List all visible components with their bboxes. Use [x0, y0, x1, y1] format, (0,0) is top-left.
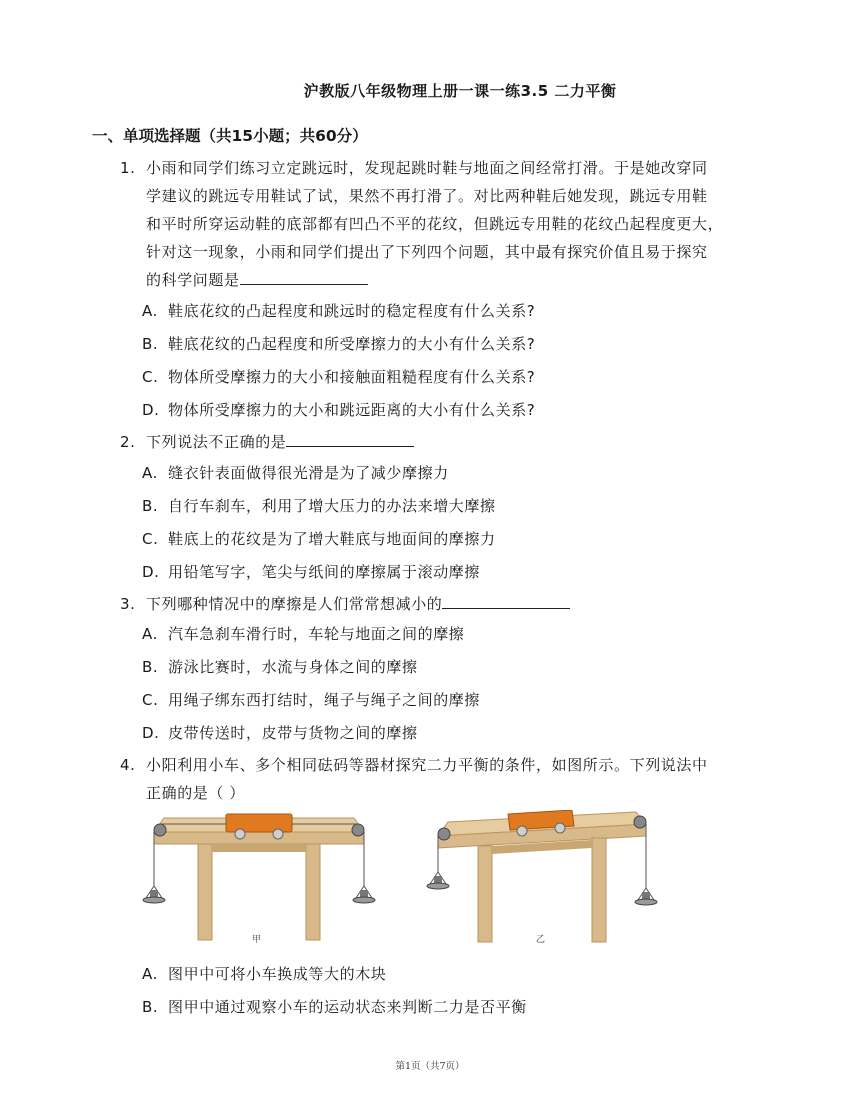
question-line: 正确的是（ ）: [146, 784, 245, 802]
answer-blank[interactable]: [286, 432, 414, 447]
option-label: C.: [142, 530, 159, 548]
question-4: [120, 751, 770, 807]
option-text: 皮带传送时，皮带与货物之间的摩擦: [168, 724, 418, 742]
question-line: 学建议的跳远专用鞋试了试，果然不再打滑了。对比两种鞋后她发现，跳远专用鞋: [146, 187, 708, 205]
answer-blank[interactable]: [442, 594, 570, 609]
page-footer: 第1页（共7页）: [395, 1061, 465, 1072]
answer-blank[interactable]: [240, 270, 368, 285]
question-number: 4.: [120, 756, 136, 774]
option-text: 汽车急刹车滑行时，车轮与地面之间的摩擦: [168, 625, 465, 643]
option-text: 用绳子绑东西打结时，绳子与绳子之间的摩擦: [168, 691, 481, 709]
option-c[interactable]: [142, 689, 480, 710]
option-text: 游泳比赛时，水流与身体之间的摩擦: [168, 658, 418, 676]
question-number: 2.: [120, 433, 136, 451]
question-2: [120, 428, 770, 456]
option-label: B.: [142, 497, 159, 515]
option-text: 鞋底上的花纹是为了增大鞋底与地面间的摩擦力: [168, 530, 496, 548]
question-line: 针对这一现象，小雨和同学们提出了下列四个问题，其中最有探究价值且易于探究: [146, 243, 708, 261]
table-jia: [143, 814, 375, 940]
question-number: 3.: [120, 595, 136, 613]
question-number: 1.: [120, 159, 136, 177]
option-b[interactable]: [142, 656, 418, 677]
experiment-figure: [136, 810, 676, 954]
option-label: C.: [142, 691, 159, 709]
two-tables-illustration: [136, 810, 676, 950]
option-a[interactable]: [142, 623, 464, 644]
figure-label-jia: 甲: [252, 935, 262, 945]
question-line: 小阳利用小车、多个相同砝码等器材探究二力平衡的条件，如图所示。下列说法中: [146, 756, 708, 774]
option-text: 自行车刹车，利用了增大压力的办法来增大摩擦: [168, 497, 496, 515]
option-text: 缝衣针表面做得很光滑是为了减少摩擦力: [168, 464, 449, 482]
option-text: 鞋底花纹的凸起程度和跳远时的稳定程度有什么关系?: [168, 302, 536, 320]
option-label: A.: [142, 302, 158, 320]
option-b[interactable]: [142, 996, 527, 1017]
option-label: A.: [142, 464, 158, 482]
option-b[interactable]: [142, 333, 535, 354]
option-text: 物体所受摩擦力的大小和接触面粗糙程度有什么关系?: [168, 368, 536, 386]
option-label: C.: [142, 368, 159, 386]
option-text: 图甲中可将小车换成等大的木块: [168, 965, 387, 983]
option-d[interactable]: [142, 722, 418, 743]
option-a[interactable]: [142, 963, 386, 984]
option-label: D.: [142, 563, 160, 581]
question-1: [120, 154, 770, 294]
option-label: B.: [142, 335, 159, 353]
option-text: 用铅笔写字，笔尖与纸间的摩擦属于滚动摩擦: [168, 563, 481, 581]
option-a[interactable]: [142, 462, 449, 483]
option-d[interactable]: [142, 561, 480, 582]
option-label: A.: [142, 965, 158, 983]
option-c[interactable]: [142, 366, 535, 387]
question-text: 下列哪种情况中的摩擦是人们常常想减小的: [146, 595, 443, 613]
option-c[interactable]: [142, 528, 496, 549]
option-b[interactable]: [142, 495, 496, 516]
option-label: D.: [142, 724, 160, 742]
option-text: 鞋底花纹的凸起程度和所受摩擦力的大小有什么关系?: [168, 335, 536, 353]
option-label: B.: [142, 998, 159, 1016]
option-label: D.: [142, 401, 160, 419]
option-label: B.: [142, 658, 159, 676]
question-line: 小雨和同学们练习立定跳远时，发现起跳时鞋与地面之间经常打滑。于是她改穿同: [146, 159, 708, 177]
option-text: 图甲中通过观察小车的运动状态来判断二力是否平衡: [168, 998, 527, 1016]
option-a[interactable]: [142, 300, 535, 321]
figure-label-yi: 乙: [536, 935, 546, 945]
table-yi: [427, 810, 657, 942]
option-label: A.: [142, 625, 158, 643]
option-text: 物体所受摩擦力的大小和跳远距离的大小有什么关系?: [168, 401, 536, 419]
option-d[interactable]: [142, 399, 535, 420]
question-line: 和平时所穿运动鞋的底部都有凹凸不平的花纹，但跳远专用鞋的花纹凸起程度更大，: [146, 215, 724, 233]
section-heading: 一、单项选择题（共15小题；共60分）: [92, 127, 368, 145]
question-3: [120, 590, 770, 618]
question-text: 下列说法不正确的是: [146, 433, 287, 451]
page-title: 沪教版八年级物理上册一课一练3.5 二力平衡: [303, 82, 617, 100]
question-line: 的科学问题是: [146, 271, 240, 289]
